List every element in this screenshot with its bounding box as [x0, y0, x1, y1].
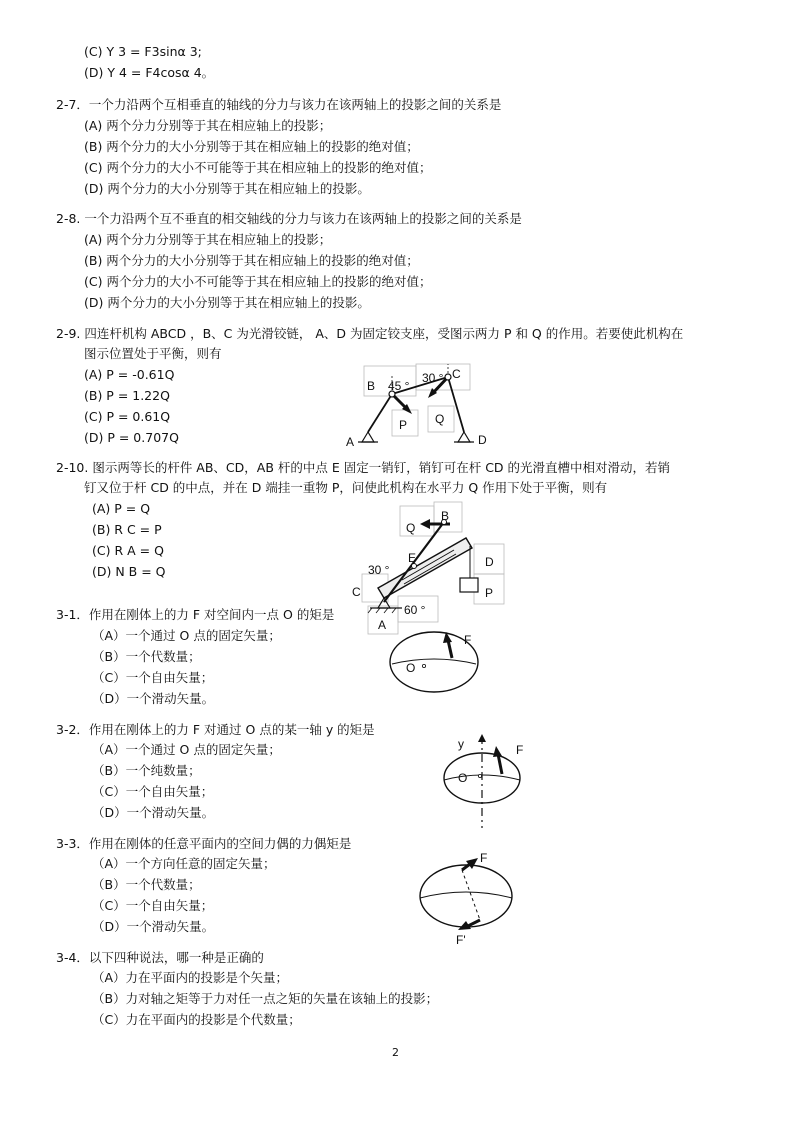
label-c: C	[452, 367, 461, 381]
question-3-1-option-b: （B）一个代数量；	[92, 649, 201, 664]
support-d	[458, 432, 470, 442]
question-2-8-option-b: (B) 两个分力的大小分别等于其在相应轴上的投影的绝对值；	[84, 253, 419, 268]
label-a: A	[346, 435, 355, 449]
label-b: B	[367, 379, 376, 393]
question-2-9-stem: 2-9. 四连杆机构 ABCD ，B、C 为光滑铰链， A、D 为固定铰支座，受图示两力 P 和 Q 的作用。若要使此机构在	[56, 326, 684, 341]
hatch-3	[384, 608, 388, 613]
four-bar-linkage-diagram	[336, 360, 506, 450]
question-2-10-option-a: (A) P = Q	[92, 501, 151, 516]
question-3-3-option-d: （D）一个滑动矢量。	[92, 919, 215, 934]
question-3-2-stem: 3-2．作用在刚体上的力 F 对通过 O 点的某一轴 y 的矩是	[56, 722, 375, 737]
question-2-7-option-d: (D) 两个分力的大小分别等于其在相应轴上的投影。	[84, 181, 370, 196]
label-f-prime: F'	[456, 933, 466, 947]
force-f-arrowhead	[493, 746, 502, 757]
label-b: B	[441, 509, 450, 523]
question-3-4-option-b: （B）力对轴之矩等于力对任一点之矩的矢量在该轴上的投影；	[92, 991, 439, 1006]
question-2-7-option-a: (A) 两个分力分别等于其在相应轴上的投影；	[84, 118, 332, 133]
question-2-9-option-d: (D) P = 0.707Q	[84, 430, 179, 445]
label-angle-45: 45 °	[388, 379, 410, 393]
label-d: D	[478, 433, 487, 447]
link-ab	[368, 394, 392, 432]
weight-p	[460, 578, 478, 592]
point-o	[422, 664, 425, 667]
label-o: O	[458, 771, 468, 785]
page-number: 2	[392, 1046, 399, 1059]
option-d-top: (D) Y 4 = F4cosα 4。	[84, 65, 215, 80]
rigid-body	[420, 865, 512, 927]
label-angle-60: 60 °	[404, 603, 426, 617]
force-q-arrowhead	[420, 519, 430, 529]
force-couple-diagram	[416, 848, 526, 948]
question-3-1-stem: 3-1．作用在刚体上的力 F 对空间内一点 O 的矩是	[56, 607, 335, 622]
equator-curve	[420, 892, 512, 898]
label-f: F	[464, 633, 472, 647]
label-y: y	[458, 737, 464, 751]
question-2-10-option-b: (B) R C = P	[92, 522, 162, 537]
question-3-1-option-a: （A）一个通过 O 点的固定矢量；	[92, 628, 281, 643]
label-c: C	[352, 585, 361, 599]
label-o: O	[406, 661, 416, 675]
label-q: Q	[406, 521, 416, 535]
question-2-8-option-d: (D) 两个分力的大小分别等于其在相应轴上的投影。	[84, 295, 370, 310]
label-q: Q	[435, 412, 445, 426]
question-2-9-stem-cont: 图示位置处于平衡，则有	[84, 346, 222, 361]
question-2-9-option-b: (B) P = 1.22Q	[84, 388, 170, 403]
hatch-1	[368, 608, 372, 613]
rigid-body-axis-diagram	[440, 732, 540, 832]
question-2-10-stem-cont: 钉又位于杆 CD 的中点，并在 D 端挂一重物 P，问使此机构在水平力 Q 作用下处于平衡，则有	[84, 480, 608, 495]
question-3-3-stem: 3-3．作用在刚体的任意平面内的空间力偶的力偶矩是	[56, 836, 352, 851]
question-2-8-option-c: (C) 两个分力的大小不可能等于其在相应轴上的投影的绝对值；	[84, 274, 432, 289]
couple-arm	[462, 870, 480, 920]
question-3-2-option-a: （A）一个通过 O 点的固定矢量；	[92, 742, 281, 757]
question-3-4-option-c: （C）力在平面内的投影是个代数量；	[92, 1012, 301, 1027]
question-2-9-option-a: (A) P = -0.61Q	[84, 367, 175, 382]
question-2-7-stem: 2-7．一个力沿两个互相垂直的轴线的分力与该力在该两轴上的投影之间的关系是	[56, 97, 502, 112]
question-2-10-option-d: (D) N B = Q	[92, 564, 166, 579]
label-d: D	[485, 555, 494, 569]
two-bar-slot-diagram	[340, 498, 508, 636]
question-2-8-stem: 2-8. 一个力沿两个互不垂直的相交轴线的分力与该力在该两轴上的投影之间的关系是	[56, 211, 522, 226]
question-3-2-option-c: （C）一个自由矢量；	[92, 784, 214, 799]
question-3-1-option-c: （C）一个自由矢量；	[92, 670, 214, 685]
hatch-4	[392, 608, 396, 613]
link-cd	[448, 377, 464, 432]
question-2-7-option-c: (C) 两个分力的大小不可能等于其在相应轴上的投影的绝对值；	[84, 160, 432, 175]
hinge-c	[445, 374, 451, 380]
question-2-7-option-b: (B) 两个分力的大小分别等于其在相应轴上的投影的绝对值；	[84, 139, 419, 154]
question-3-1-option-d: （D）一个滑动矢量。	[92, 691, 215, 706]
question-2-10-option-c: (C) R A = Q	[92, 543, 164, 558]
force-f-prime-arrow	[468, 920, 480, 926]
question-3-3-option-a: （A）一个方向任意的固定矢量；	[92, 856, 276, 871]
point-o	[478, 774, 481, 777]
question-3-2-option-b: （B）一个纯数量；	[92, 763, 201, 778]
hatch-2	[376, 608, 380, 613]
question-3-2-option-d: （D）一个滑动矢量。	[92, 805, 215, 820]
axis-y-arrowhead	[478, 734, 486, 742]
question-3-3-option-b: （B）一个代数量；	[92, 877, 201, 892]
label-p: P	[485, 586, 494, 600]
label-e: E	[408, 551, 417, 565]
support-a	[362, 432, 374, 442]
label-f: F	[516, 743, 524, 757]
label-angle-30: 30 °	[368, 563, 390, 577]
question-2-8-option-a: (A) 两个分力分别等于其在相应轴上的投影；	[84, 232, 332, 247]
label-f: F	[480, 851, 488, 865]
label-p: P	[399, 418, 408, 432]
question-3-4-option-a: （A）力在平面内的投影是个矢量；	[92, 970, 289, 985]
label-a: A	[378, 618, 387, 632]
question-2-10-stem: 2-10. 图示两等长的杆件 AB、CD，AB 杆的中点 E 固定一销钉，销钉可在杆 CD 的光滑直槽中相对滑动，若销	[56, 460, 671, 475]
option-c-top: (C) Y 3 = F3sinα 3;	[84, 44, 202, 59]
rigid-body-point-diagram	[386, 624, 486, 696]
label-angle-30: 30 °	[422, 371, 444, 385]
question-3-4-stem: 3-4．以下四种说法，哪一种是正确的	[56, 950, 264, 965]
question-2-9-option-c: (C) P = 0.61Q	[84, 409, 171, 424]
question-3-3-option-c: （C）一个自由矢量；	[92, 898, 214, 913]
